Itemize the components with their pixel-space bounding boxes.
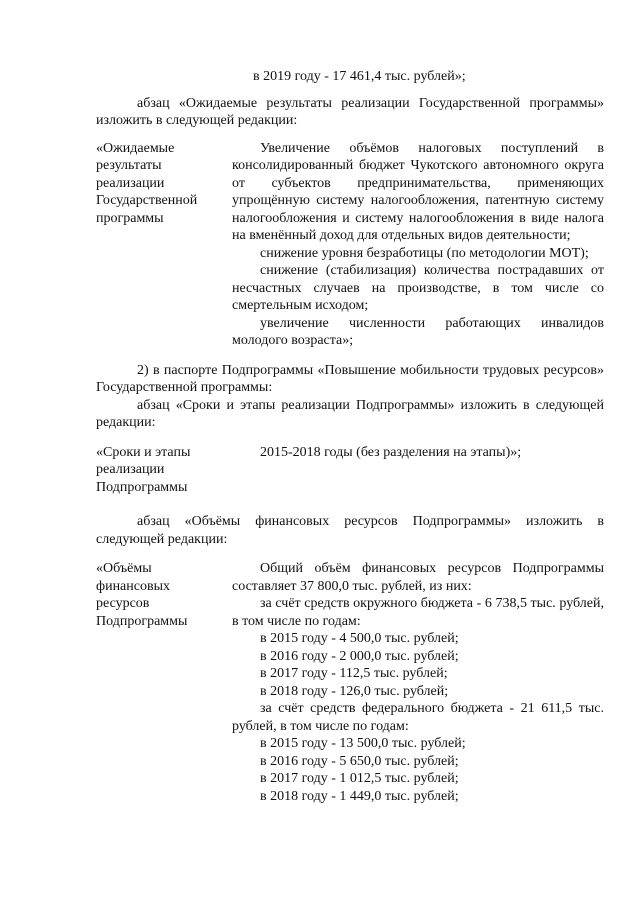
block1-label-line: реализации [96, 175, 165, 191]
block3-label-line: финансовых [96, 578, 170, 594]
finance-federal: за счёт средств федерального бюджета - 21 611,5 тыс. рублей, в том числе по годам: [232, 701, 604, 734]
block1-label-line: результаты [96, 158, 162, 173]
terms-value: 2015-2018 годы (без разделения на этапы)»; [260, 444, 522, 460]
federal-year-item: в 2015 году - 13 500,0 тыс. рублей; [260, 736, 466, 751]
result-item: Увеличение объёмов налоговых поступлений в консолидированный бюджет Чукотского автономного округа от субъектов предпринимательства, применяющих упрощённую систему налогообложения, патентную систему налогообложения и систему налогообложения в виде налога на вменённый доход для отдельных видов деятельности; [232, 140, 604, 243]
block1-label [96, 140, 226, 350]
federal-year-item: в 2017 году - 1 012,5 тыс. рублей; [260, 771, 459, 786]
para-terms: абзац «Сроки и этапы реализации Подпрограммы» изложить в следующей редакции: [96, 397, 604, 430]
federal-year-item: в 2016 году - 5 650,0 тыс. рублей; [260, 753, 459, 769]
federal-year-item: в 2018 году - 1 449,0 тыс. рублей; [260, 788, 459, 804]
district-year-item: в 2018 году - 126,0 тыс. рублей; [260, 683, 449, 699]
result-item: снижение уровня безработицы (по методологии МОТ); [260, 245, 589, 261]
district-year-item: в 2017 году - 112,5 тыс. рублей; [260, 666, 448, 681]
finance-total: Общий объём финансовых ресурсов Подпрограммы составляет 37 800,0 тыс. рублей, из них: [232, 561, 604, 594]
result-item: увеличение численности работающих инвалидов молодого возраста»; [232, 315, 604, 348]
document-page [96, 68, 604, 805]
block2-content [232, 444, 604, 497]
block-finance [96, 560, 604, 805]
para-passport: 2) в паспорте Подпрограммы «Повышение мобильности трудовых ресурсов» Государственной программы: [96, 362, 604, 395]
block1-label-line: программы [96, 210, 164, 226]
block3-label-line: ресурсов [96, 596, 150, 611]
block2-label-line: реализации [96, 462, 165, 477]
block3-content [232, 560, 604, 805]
block2-label [96, 444, 226, 497]
result-item: снижение (стабилизация) количества пострадавших от несчастных случаев на производстве, в том числе со смертельным исходом; [232, 263, 604, 313]
finance-district: за счёт средств окружного бюджета - 6 738,5 тыс. рублей, в том числе по годам: [232, 596, 604, 629]
block3-label-line: Подпрограммы [96, 613, 188, 629]
block1-label-line: «Ожидаемые [96, 140, 175, 156]
para-expected-results: абзац «Ожидаемые результаты реализации Государственной программы» изложить в следующей редакции: [96, 95, 604, 128]
district-year-item: в 2015 году - 4 500,0 тыс. рублей; [260, 631, 459, 646]
block2-label-line: Подпрограммы [96, 479, 188, 495]
block3-label [96, 560, 226, 805]
district-year-item: в 2016 году - 2 000,0 тыс. рублей; [260, 648, 459, 664]
block2-label-line: «Сроки и этапы [96, 444, 191, 460]
block-expected-results [96, 140, 604, 350]
block1-label-line: Государственной [96, 193, 198, 208]
block1-content [232, 140, 604, 350]
top-line: в 2019 году - 17 461,4 тыс. рублей»; [253, 69, 466, 84]
block-terms [96, 444, 604, 497]
para-finance: абзац «Объёмы финансовых ресурсов Подпрограммы» изложить в следующей редакции: [96, 514, 604, 547]
block3-label-line: «Объёмы [96, 561, 152, 576]
